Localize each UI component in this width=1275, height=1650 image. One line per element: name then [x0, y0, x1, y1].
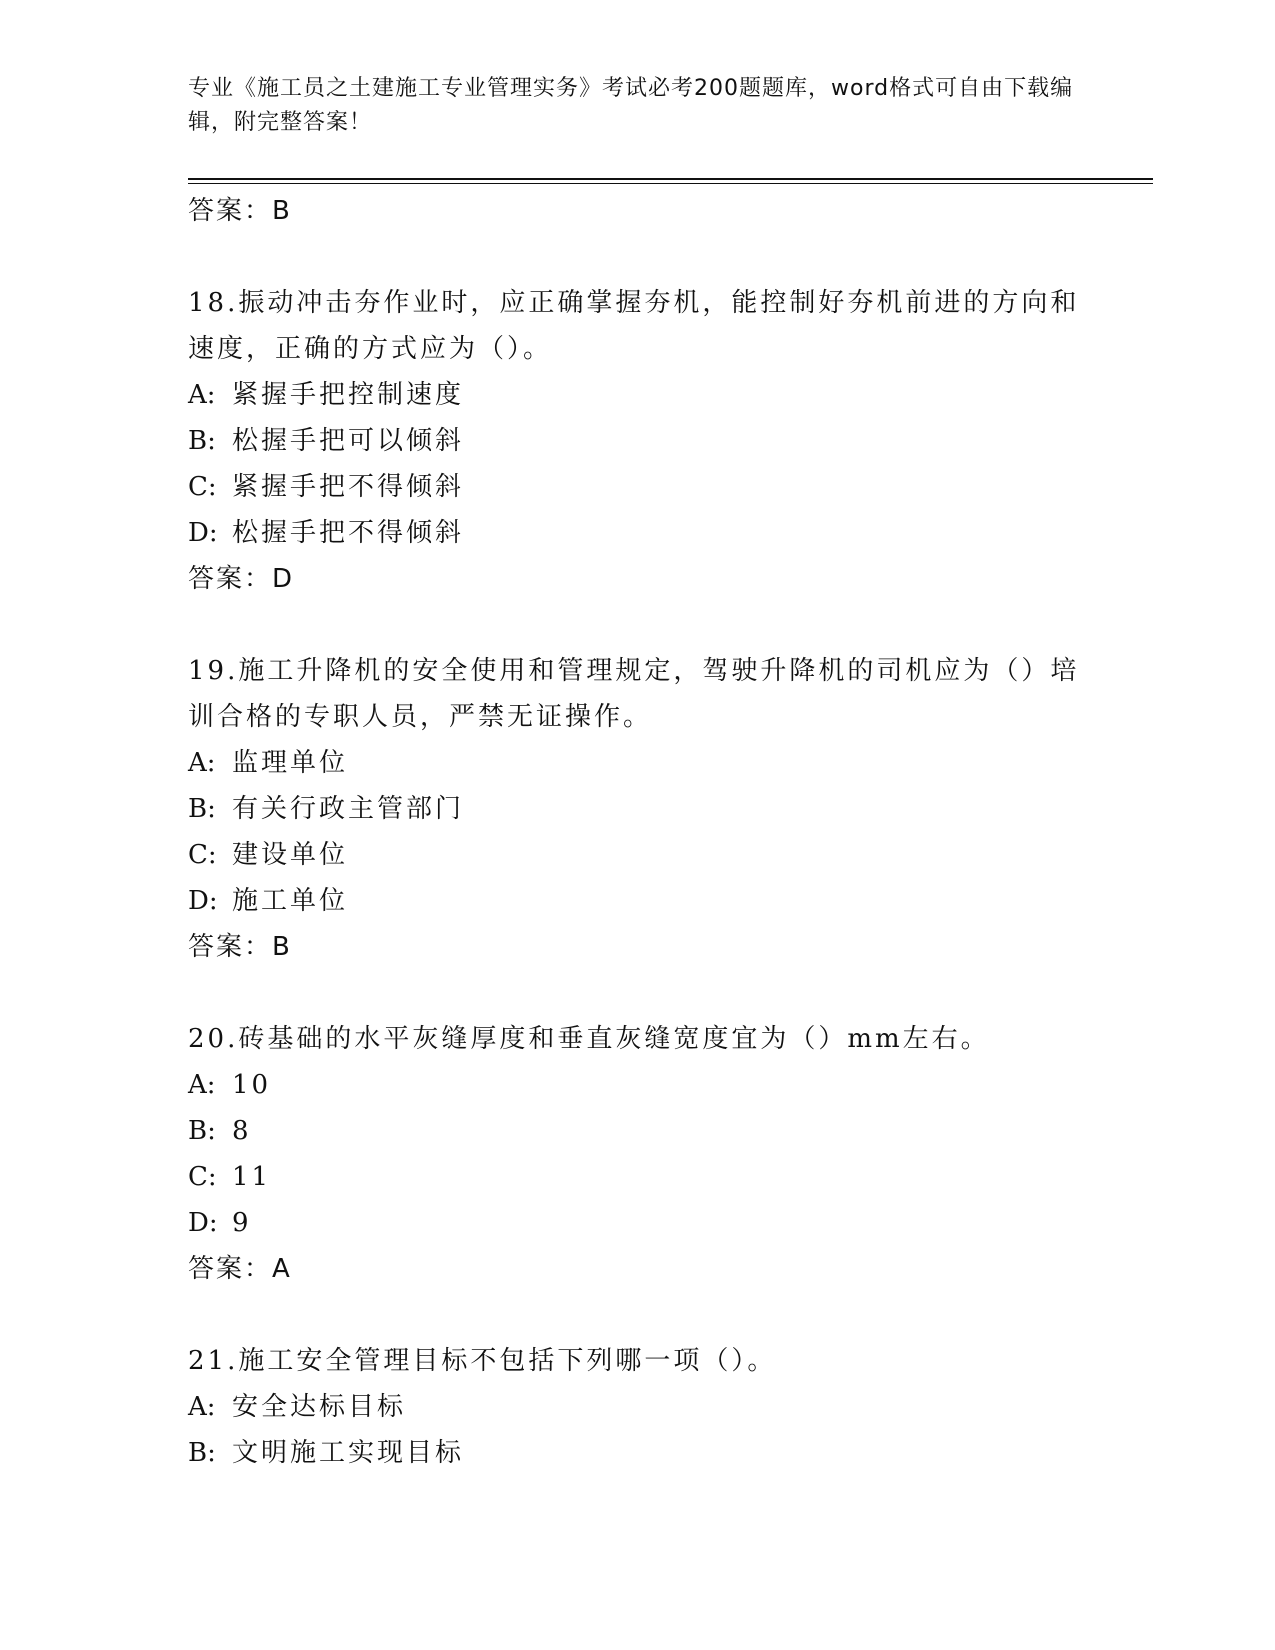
option-text: 9 — [232, 1208, 252, 1238]
option-label: B: — [188, 1438, 216, 1468]
question-18 — [188, 280, 1088, 602]
option-d — [188, 878, 1088, 924]
option-label: B: — [188, 794, 216, 824]
option-label: D: — [188, 1208, 218, 1238]
option-label: B: — [188, 1116, 216, 1146]
question-text: 21.施工安全管理目标不包括下列哪一项（）。 — [188, 1346, 777, 1376]
option-b — [188, 786, 1088, 832]
option-label: A: — [188, 1070, 216, 1100]
answer-line: 答案：A — [188, 1254, 292, 1284]
option-label: D: — [188, 518, 218, 548]
header-rule-thin — [188, 183, 1153, 184]
option-text: 松握手把可以倾斜 — [232, 426, 465, 456]
option-text: 8 — [232, 1116, 252, 1146]
option-label: A: — [188, 380, 216, 410]
option-text: 松握手把不得倾斜 — [232, 518, 465, 548]
option-b — [188, 418, 1088, 464]
option-label: B: — [188, 426, 216, 456]
option-text: 文明施工实现目标 — [232, 1438, 465, 1468]
option-text: 监理单位 — [232, 748, 349, 778]
document-body — [188, 188, 1088, 1476]
question-20 — [188, 1016, 1088, 1292]
option-text: 10 — [232, 1070, 272, 1100]
option-d — [188, 1200, 1088, 1246]
option-a — [188, 372, 1088, 418]
header-rule-thick — [188, 178, 1153, 180]
option-c — [188, 464, 1088, 510]
question-text: 20.砖基础的水平灰缝厚度和垂直灰缝宽度宜为（）mm左右。 — [188, 1024, 990, 1054]
option-text: 建设单位 — [232, 840, 349, 870]
option-d — [188, 510, 1088, 556]
answer-line: 答案：B — [188, 196, 292, 226]
option-text: 安全达标目标 — [232, 1392, 407, 1422]
option-label: C: — [188, 472, 217, 502]
option-b — [188, 1430, 1088, 1476]
question-21 — [188, 1338, 1088, 1476]
option-a — [188, 1384, 1088, 1430]
question-text: 19.施工升降机的安全使用和管理规定，驾驶升降机的司机应为（）培训合格的专职人员，严禁无证操作。 — [188, 656, 1080, 732]
question-text: 18.振动冲击夯作业时，应正确掌握夯机，能控制好夯机前进的方向和速度，正确的方式应为（）。 — [188, 288, 1080, 364]
option-label: A: — [188, 1392, 216, 1422]
option-text: 施工单位 — [232, 886, 349, 916]
answer-line: 答案：D — [188, 564, 295, 594]
option-text: 紧握手把控制速度 — [232, 380, 465, 410]
option-label: C: — [188, 840, 217, 870]
option-label: D: — [188, 886, 218, 916]
option-a — [188, 1062, 1088, 1108]
option-a — [188, 740, 1088, 786]
option-b — [188, 1108, 1088, 1154]
option-text: 11 — [232, 1162, 272, 1192]
question-19 — [188, 648, 1088, 970]
option-text: 紧握手把不得倾斜 — [232, 472, 465, 502]
option-label: A: — [188, 748, 216, 778]
document-header: 专业《施工员之土建施工专业管理实务》考试必考200题题库，word格式可自由下载编辑，附完整答案！ — [188, 76, 1074, 135]
option-c — [188, 1154, 1088, 1200]
option-c — [188, 832, 1088, 878]
option-label: C: — [188, 1162, 217, 1192]
answer-line: 答案：B — [188, 932, 292, 962]
option-text: 有关行政主管部门 — [232, 794, 465, 824]
